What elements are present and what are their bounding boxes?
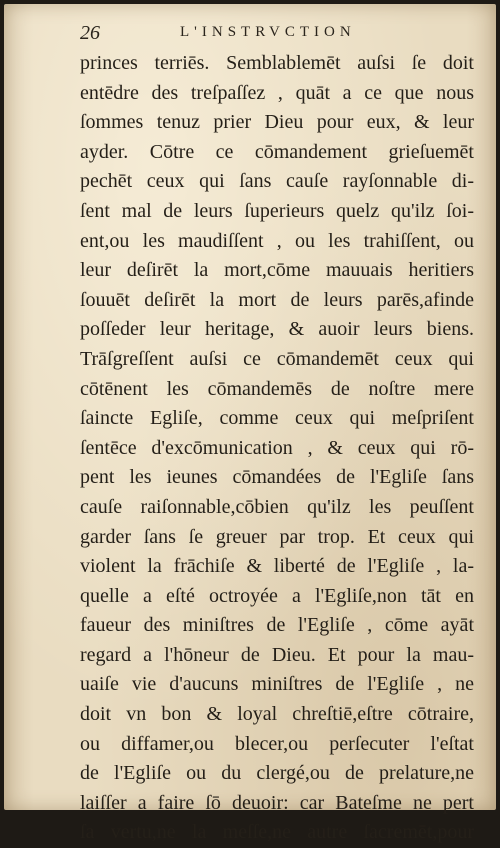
text-line: entēdre des treſpaſſez , quāt a ce que nous — [80, 81, 474, 104]
text-line: ſa vertu,ne la meſſe,ne autre ſacremēt,pour — [80, 821, 474, 844]
text-line: ent,ou les maudiſſent , ou les trahiſſent, ou — [80, 229, 474, 252]
text-line: ſent mal de leurs ſuperieurs quelz qu'ilz ſoi- — [80, 199, 474, 222]
book-page — [4, 4, 496, 844]
text-line: garder ſans ſe greuer par trop. Et ceux qui — [80, 525, 474, 548]
text-line: cōtēnent les cōmandemēs de noſtre mere — [80, 377, 474, 400]
body-text — [80, 49, 474, 848]
text-line: ſouuēt deſirēt la mort de leurs parēs,afinde — [80, 288, 474, 311]
text-line: pent les ieunes cōmandées de l'Egliſe ſans — [80, 466, 474, 489]
text-line: ou diffamer,ou blecer,ou perſecuter l'eſtat — [80, 732, 474, 755]
text-line: doit vn bon & loyal chreſtiē,eſtre cōtraire, — [80, 703, 474, 726]
text-line: de l'Egliſe ou du clergé,ou de prelature,ne — [80, 762, 474, 785]
text-line: Trāſgreſſent auſsi ce cōmandemēt ceux qui — [80, 347, 474, 370]
page-number: 26 — [80, 22, 100, 44]
running-head — [80, 22, 470, 46]
text-line: ſaincte Egliſe, comme ceux qui meſpriſent — [80, 407, 474, 430]
text-line: pechēt ceux qui ſans cauſe rayſonnable di- — [80, 170, 474, 193]
text-line: princes terriēs. Semblablemēt auſsi ſe doit — [80, 52, 474, 74]
text-line: leur deſirēt la mort,cōme mauuais heritiers — [80, 259, 474, 282]
text-line: ſommes tenuz prier Dieu pour eux, & leur — [80, 111, 474, 134]
text-line: uaiſe vie d'aucuns miniſtres de l'Egliſe , ne — [80, 673, 474, 696]
text-line: laiſſer a faire ſō deuoir: car Bateſme ne pert — [80, 791, 474, 814]
text-line: regard a l'hōneur de Dieu. Et pour la mau- — [80, 643, 474, 666]
text-line: cauſe raiſonnable,cōbien qu'ilz les peuſſent — [80, 495, 474, 518]
text-line: violent la frāchiſe & liberté de l'Egliſe , la- — [80, 555, 474, 578]
text-line: ſentēce d'excōmunication , & ceux qui rō- — [80, 436, 474, 459]
text-line: faueur des miniſtres de l'Egliſe , cōme ayāt — [80, 614, 474, 637]
text-line: ayder. Cōtre ce cōmandement grieſuemēt — [80, 140, 474, 163]
text-line: quelle a eſté octroyée a l'Egliſe,non tāt en — [80, 584, 474, 607]
text-line: poſſeder leur heritage, & auoir leurs biens. — [80, 318, 474, 341]
running-title: L'INSTRVCTION — [180, 24, 356, 40]
